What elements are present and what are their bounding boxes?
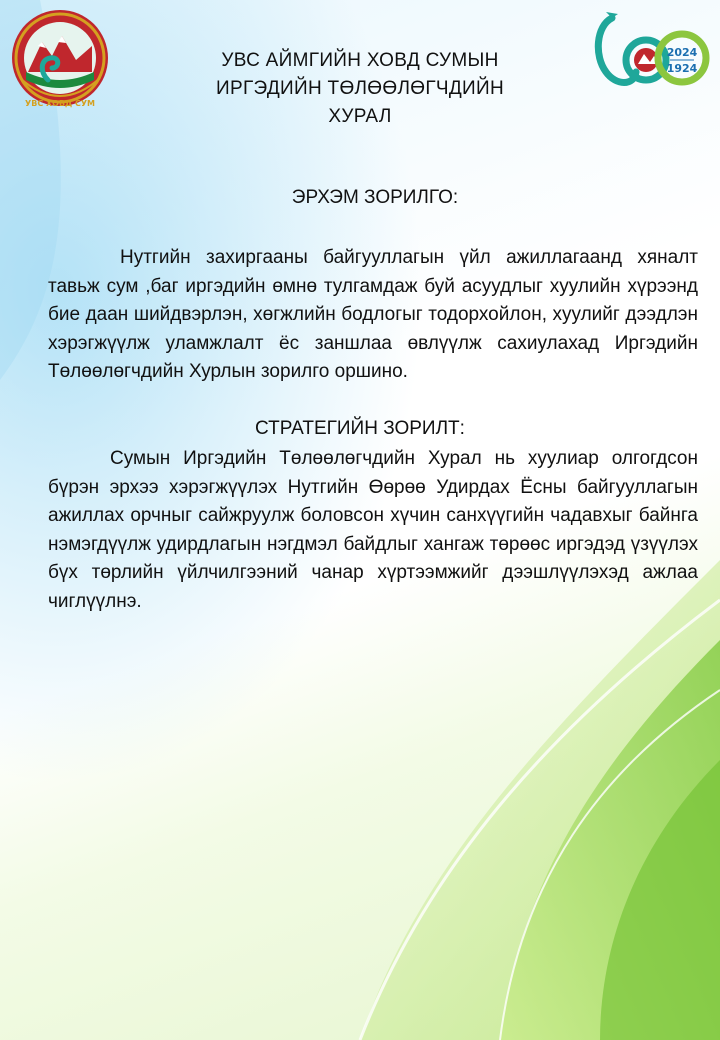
anniversary-100-logo xyxy=(590,6,710,96)
strategy-paragraph: Сумын Иргэдийн Төлөөлөгчдийн Хурал нь хуулиар олгогдсон бүрэн эрхээ хэрэгжүүлэх Нутгийн Өөрөө Удирдах Ёсны байгууллагын ажиллах орчныг сайжруулж боловсон хүчин санхүүгийн чадавхыг байнга нэмэгдүүлж удирдлагын нэгдмэл байдлыг хангаж төрөөс иргэдэд үзүүлэх бүх төрлийн үйлчилгээний чанар хүртээмжийг дээшлүүлэхэд ажлаа чиглүүлнэ. xyxy=(48,448,698,612)
header-line-2: ИРГЭДИЙН ТӨЛӨӨЛӨГЧДИЙН xyxy=(216,78,504,99)
mission-paragraph: Нутгийн захиргааны байгууллагын үйл ажиллагаанд хяналт тавьж сум ,баг иргэдийн өмнө тулгамдаж буй асуудлыг хуулийн хүрээнд бие даан шийдвэрлэн, хөгжлийн бодлогыг тодорхойлон, хуулийг дээдлэн хэрэгжүүлж уламжлалт ёс заншлаа өвлүүлж сахиулахад Иргэдийн Төлөөлөгчдийн Хурлын зорилго оршино. xyxy=(48,247,698,383)
mission-title: ЭРХЭМ ЗОРИЛГО: xyxy=(291,187,459,208)
anniversary-year-bottom: 1924 xyxy=(666,62,698,75)
strategy-title: СТРАТЕГИЙН ЗОРИЛТ: xyxy=(255,418,465,439)
logo-left-text: УВС ХОВД СУМ xyxy=(25,99,95,108)
sum-emblem-logo xyxy=(10,6,110,116)
header-line-3: ХУРАЛ xyxy=(328,106,392,127)
header-line-1: УВС АЙМГИЙН ХОВД СУМЫН xyxy=(221,50,499,71)
anniversary-year-top: 2024 xyxy=(666,46,698,59)
